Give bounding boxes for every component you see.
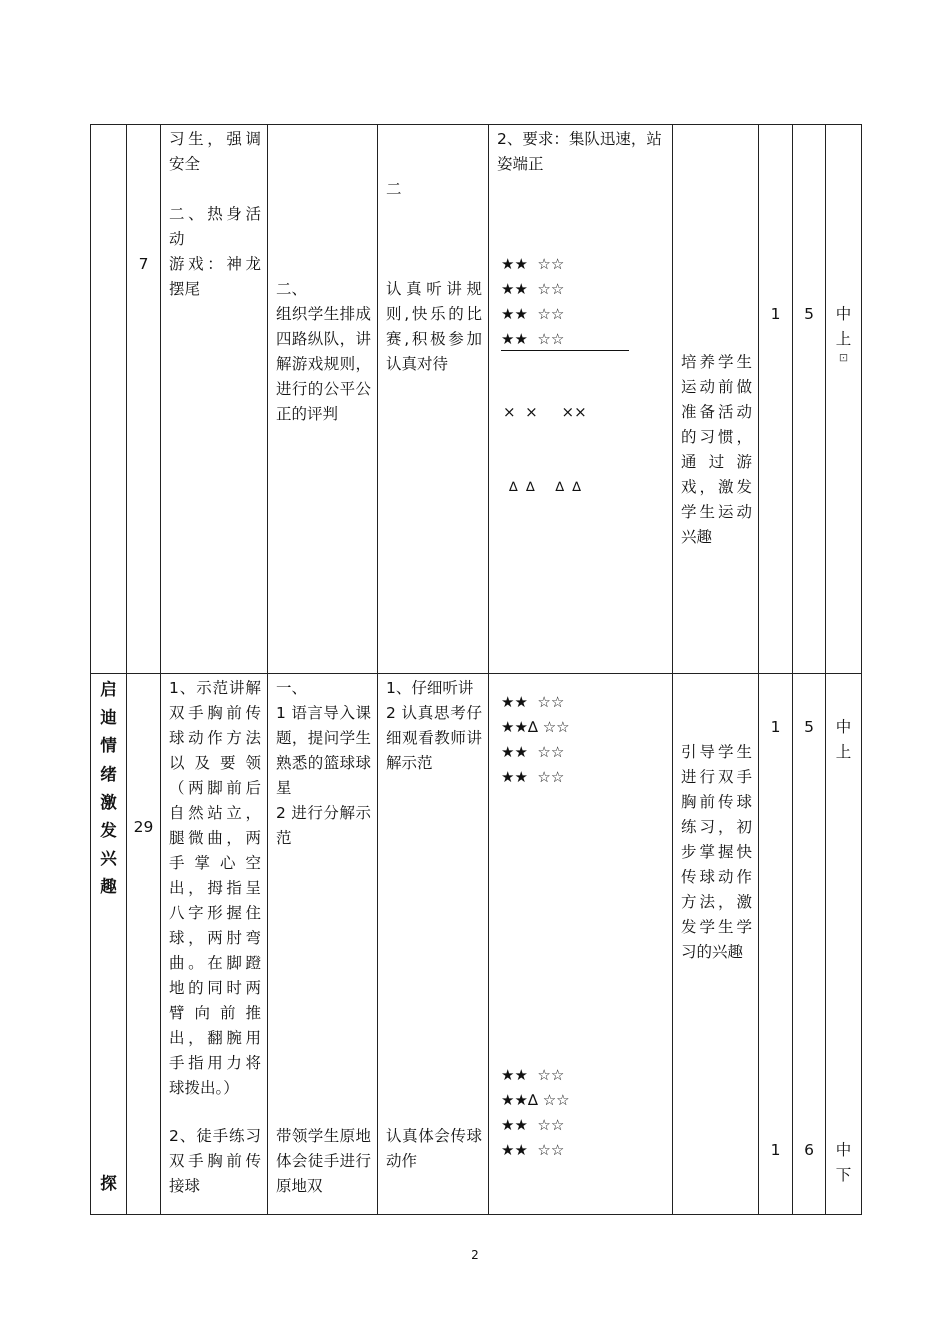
times-cell: 1 1 (759, 674, 793, 1215)
formation-divider (501, 350, 629, 351)
table-row (91, 125, 862, 674)
time-cell: 7 (127, 125, 161, 674)
formation-line: ★★ ☆☆ (501, 1141, 565, 1159)
section-title-char: 激 (100, 793, 117, 812)
student-activity-text: 1、仔细听讲 (386, 679, 474, 697)
teacher-activity-cell: 一、 1 语言导入课题，提问学生熟悉的篮球球星 2 进行分解示范 带领学生原地体会徒手进行原地双 (268, 674, 378, 1215)
content-cell (161, 674, 268, 1215)
section-cell (91, 125, 127, 674)
content-cell (161, 125, 268, 674)
teacher-activity-text: 组织学生排成四路纵队，讲解游戏规则，进行的公平公正的评判 (276, 305, 371, 423)
section-title-char: 趣 (100, 877, 117, 896)
formation-line: ★★ ☆☆ (501, 305, 565, 323)
times-cell: 1 (759, 125, 793, 674)
section-title-char: 情 (100, 736, 117, 755)
content-text: 习生，强调安全 (169, 130, 261, 173)
teacher-activity-cell: 二、 组织学生排成四路纵队，讲解游戏规则，进行的公平公正的评判 (268, 125, 378, 674)
formation-line: ★★ ☆☆ (501, 768, 565, 786)
content-text: 2、徒手练习双手胸前传接球 (169, 1127, 261, 1195)
table-row (91, 674, 862, 1215)
intensity-cell: 中 上 中 下 (826, 674, 862, 1215)
formation-crosses: × × ×× (503, 403, 587, 421)
content-game: 游戏：神龙摆尾 (169, 255, 261, 298)
student-activity-text: 认真体会传球动作 (386, 1127, 482, 1170)
purpose-text: 引导学生进行双手胸前传球练习，初步掌握快传球动作方法，激发学生学习的兴趣 (681, 743, 752, 961)
minutes-cell: 5 6 (793, 674, 826, 1215)
teacher-activity-text: 1 语言导入课题，提问学生熟悉的篮球球星 (276, 704, 371, 797)
minutes-cell: 5 (793, 125, 826, 674)
section-cell (91, 674, 127, 1215)
section-title-char: 启 (100, 680, 117, 699)
content-text: 1、示范讲解双手胸前传球动作方法以及要领（两脚前后自然站立，腿微曲，两手掌心空出，拇指呈八字形握住球，两肘弯曲。在脚蹬地的同时两臂向前推出，翻腕用手指用力将球拨出。） (169, 679, 261, 1097)
purpose-cell (673, 674, 759, 1215)
purpose-cell (673, 125, 759, 674)
section-title-char: 探 (100, 1174, 117, 1193)
formation-line: ★★ ☆☆ (501, 280, 565, 298)
section-title-char: 迪 (100, 708, 117, 727)
organization-cell (489, 674, 673, 1215)
formation-line: ★★ ☆☆ (501, 693, 565, 711)
intensity-cell: 中 上 ⊡ (826, 125, 862, 674)
section-title-char: 发 (100, 821, 117, 840)
page-number: 2 (471, 1248, 479, 1262)
student-activity-text: 2 认真思考仔细观看教师讲解示范 (386, 704, 482, 772)
formation-line: ★★∆ ☆☆ (501, 1091, 570, 1109)
formation-line: ★★ ☆☆ (501, 330, 565, 348)
teacher-activity-text: 带领学生原地体会徒手进行原地双 (276, 1127, 371, 1195)
teacher-activity-text: 2 进行分解示范 (276, 804, 371, 847)
lesson-plan-table (90, 124, 862, 1215)
small-box-icon: ⊡ (838, 351, 849, 364)
formation-line: ★★ ☆☆ (501, 255, 565, 273)
student-activity-text: 认真听讲规则,快乐的比赛,积极参加认真对待 (386, 280, 482, 373)
requirement-text: 2、要求：集队迅速，站姿端正 (497, 130, 662, 173)
section-title-char: 绪 (100, 765, 117, 784)
formation-line: ★★ ☆☆ (501, 1066, 565, 1084)
student-activity-cell (378, 674, 489, 1215)
content-heading: 二、热身活动 (169, 205, 261, 248)
formation-line: ★★ ☆☆ (501, 743, 565, 761)
formation-line: ★★∆ ☆☆ (501, 718, 570, 736)
time-cell: 29 (127, 674, 161, 1215)
section-title-char: 兴 (100, 849, 117, 868)
organization-cell (489, 125, 673, 674)
formation-triangles: ∆ ∆ ∆ ∆ (509, 480, 581, 495)
formation-line: ★★ ☆☆ (501, 1116, 565, 1134)
student-activity-cell: 二 认真听讲规则,快乐的比赛,积极参加认真对待 (378, 125, 489, 674)
purpose-text: 培养学生运动前做准备活动的习惯，通过游戏，激发学生运动兴趣 (681, 353, 752, 546)
